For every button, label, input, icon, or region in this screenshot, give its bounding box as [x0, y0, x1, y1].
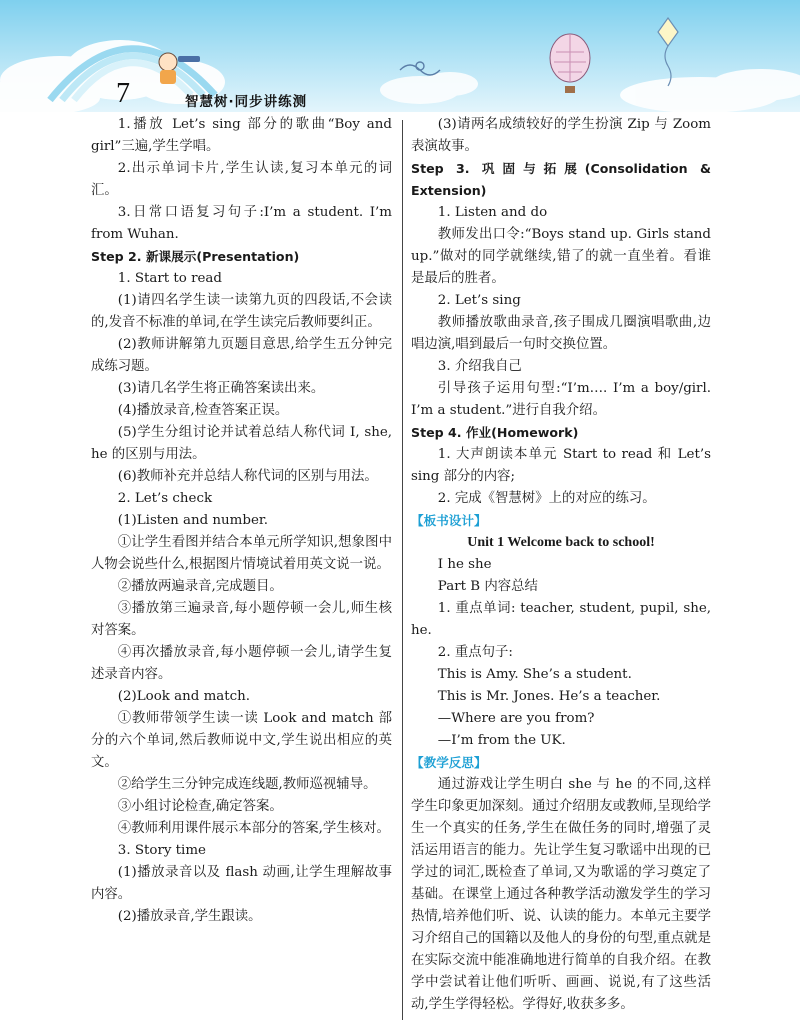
paragraph: (3)请几名学生将正确答案读出来。 — [117, 381, 325, 396]
header-title: 智慧树·同步讲练测 — [185, 94, 308, 110]
paragraph: 2. Let’s sing — [437, 293, 521, 308]
paragraph: 2.出示单词卡片,学生认读,复习本单元的词汇。 — [91, 161, 392, 198]
paragraph: (5)学生分组讨论并试着总结人称代词 I, she, he 的区别与用法。 — [91, 425, 392, 462]
paragraph: (1)Listen and number. — [117, 513, 269, 528]
paragraph: (1)播放录音以及 flash 动画,让学生理解故事内容。 — [91, 865, 392, 902]
section-tag: 【教学反思】 — [411, 755, 487, 770]
paragraph: 引导孩子运用句型:“I’m…. I’m a boy/girl. I’m a student.”进行自我介绍。 — [411, 381, 711, 418]
paragraph: ③播放第三遍录音,每小题停顿一会儿,师生核对答案。 — [91, 601, 392, 638]
step-heading: Step 4. 作业(Homework) — [411, 425, 579, 440]
paragraph: 教师发出口令:“Boys stand up. Girls stand up.”做对的同学就继续,错了的就一直坐着。看谁是最后的胜者。 — [411, 227, 711, 286]
paragraph: 1.播放 Let’s sing 部分的歌曲“Boy and girl”三遍,学生学唱。 — [91, 117, 392, 154]
paragraph: 1. 重点单词: teacher, student, pupil, she, he. — [411, 601, 711, 638]
paragraph: —Where are you from? — [437, 711, 595, 726]
paragraph: 3. Story time — [117, 843, 206, 858]
paragraph: 1. Listen and do — [437, 205, 548, 220]
paragraph: (2)教师讲解第九页题目意思,给学生五分钟完成练习题。 — [91, 337, 392, 374]
paragraph: ②播放两遍录音,完成题目。 — [117, 579, 283, 594]
paragraph: ③小组讨论检查,确定答案。 — [117, 799, 283, 814]
paragraph: This is Mr. Jones. He’s a teacher. — [437, 689, 661, 704]
paragraph: (2)Look and match. — [117, 689, 251, 704]
paragraph: ④教师利用课件展示本部分的答案,学生核对。 — [117, 821, 390, 836]
paragraph: (2)播放录音,学生跟读。 — [117, 909, 262, 924]
right-column — [411, 114, 711, 1016]
column-divider — [402, 120, 403, 1020]
paragraph: (1)请四名学生读一读第九页的四段话,不会读的,发音不标准的单词,在学生读完后教师要纠正。 — [91, 293, 392, 330]
paragraph: ④再次播放录音,每小题停顿一会儿,请学生复述录音内容。 — [91, 645, 392, 682]
paragraph: This is Amy. She’s a student. — [437, 667, 632, 682]
paragraph: Part B 内容总结 — [437, 579, 538, 594]
paragraph: 2. Let’s check — [117, 491, 213, 506]
paragraph: I he she — [437, 557, 492, 572]
paragraph: (4)播放录音,检查答案正误。 — [117, 403, 289, 418]
paragraph: 通过游戏让学生明白 she 与 he 的不同,这样学生印象更加深刻。通过介绍朋友或教师,呈现给学生一个真实的任务,学生在做任务的同时,增强了灵活运用语言的能力。先让学生复习歌谣中出现的已学过的词汇,既检查了单词,又为歌谣的学习奠定了基础。在课堂上通过各种教学活动激发学生的学习热情,培养他们听、说、认读的能力。本单元主要学习介绍自己的国籍以及他人的身份的句型,重点就是在实际交流中能准确地进行简单的自我介绍。在教学中尝试着让他们听听、画画、说说,有了这些活动,学生学得轻松。学得好,收获多多。 — [411, 777, 711, 1012]
paragraph: 1. 大声朗读本单元 Start to read 和 Let’s sing 部分的内容; — [411, 447, 711, 484]
paragraph: ②给学生三分钟完成连线题,教师巡视辅导。 — [117, 777, 377, 792]
section-tag: 【板书设计】 — [411, 513, 487, 528]
paragraph: 1. Start to read — [117, 271, 222, 286]
paragraph: ①教师带领学生读一读 Look and match 部分的六个单词,然后教师说中文,学生说出相应的英文。 — [91, 711, 392, 770]
page-number: 7 — [116, 78, 130, 109]
paragraph: (3)请两名成绩较好的学生扮演 Zip 与 Zoom 表演故事。 — [411, 117, 711, 154]
paragraph: ①让学生看图并结合本单元所学知识,想象图中人物会说些什么,根据图片情境试着用英文说一说。 — [91, 535, 392, 572]
step-heading: Step 2. 新课展示(Presentation) — [91, 249, 300, 264]
paragraph: (6)教师补充并总结人称代词的区别与用法。 — [117, 469, 378, 484]
paragraph: 3.日常口语复习句子:I’m a student. I’m from Wuhan. — [91, 205, 392, 242]
step-heading: Step 3. 巩固与拓展(Consolidation & Extension) — [411, 161, 711, 198]
paragraph: 2. 完成《智慧树》上的对应的练习。 — [437, 491, 656, 506]
paragraph: 3. 介绍我自己 — [437, 359, 522, 374]
paragraph: 2. 重点句子: — [437, 645, 513, 660]
board-title: Unit 1 Welcome back to school! — [467, 535, 655, 550]
left-column — [91, 114, 392, 928]
paragraph: 教师播放歌曲录音,孩子围成几圈演唱歌曲,边唱边演,唱到最后一句时交换位置。 — [411, 315, 711, 352]
paragraph: —I’m from the UK. — [437, 733, 566, 748]
